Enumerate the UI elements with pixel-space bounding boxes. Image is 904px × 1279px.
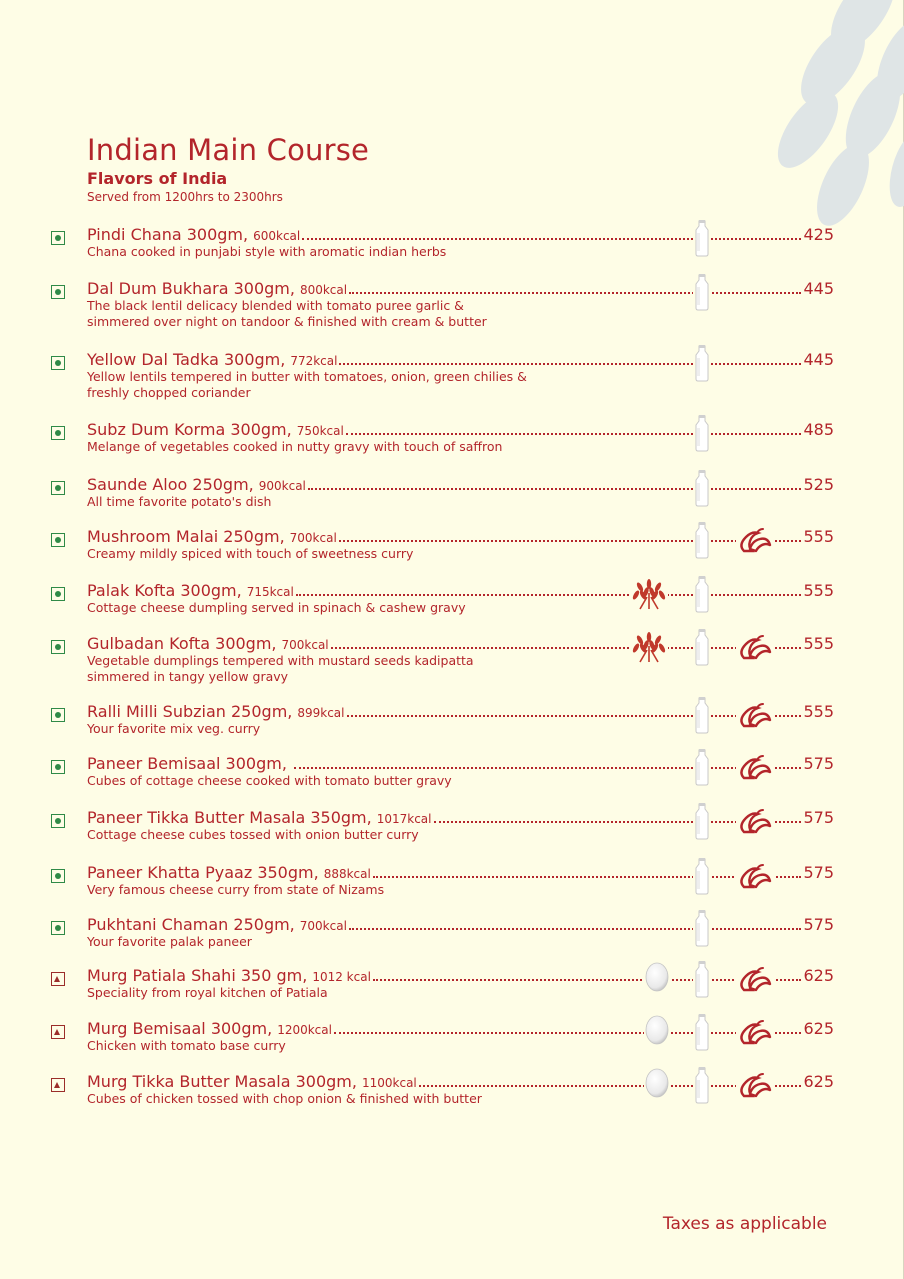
egg-icon [644,960,670,992]
menu-item [0,225,904,281]
item-price: 555 [803,527,834,546]
item-price: 445 [803,279,834,298]
menu-item [0,350,904,406]
item-description: Creamy mildly spiced with touch of sweetness curry [87,546,414,561]
milk-icon [693,696,711,734]
dot-leader [347,715,802,717]
item-description: Cottage cheese cubes tossed with onion butter curry [87,827,419,842]
item-calories: 1100kcal [361,1076,417,1090]
item-description: Very famous cheese curry from state of Nizams [87,882,385,897]
item-description: Cottage cheese dumpling served in spinach & cashew gravy [87,600,466,615]
menu-item [0,702,904,758]
menu-item [0,581,904,637]
taxes-note: Taxes as applicable [662,1214,827,1234]
milk-icon [693,1066,711,1104]
chili-icon [736,806,774,836]
chili-icon [736,964,774,994]
item-name: Mushroom Malai 250gm, [87,527,285,546]
dot-leader [334,1032,801,1034]
item-calories: 772kcal [290,354,338,368]
menu-item [0,1019,904,1075]
item-calories: 750kcal [296,424,344,438]
item-description: Vegetable dumplings tempered with mustard seeds kadipatta simmered in tangy yellow gravy [87,653,474,684]
item-description: Speciality from royal kitchen of Patiala [87,985,328,1000]
milk-icon [693,219,711,257]
milk-icon [693,628,711,666]
nonveg-mark-icon [51,972,65,986]
item-description: All time favorite potato's dish [87,494,272,509]
menu-item [0,475,904,531]
wheat-icon [630,630,668,664]
item-price: 575 [803,915,834,934]
serving-hours: Served from 1200hrs to 2300hrs [87,190,283,204]
item-calories: 600kcal [253,229,301,243]
page-title: Indian Main Course [87,133,370,167]
item-description: Your favorite palak paneer [87,934,252,949]
item-calories: 899kcal [297,706,345,720]
veg-mark-icon [51,760,65,774]
menu-item [0,279,904,335]
dot-leader [339,540,802,542]
item-description: Chicken with tomato base curry [87,1038,286,1053]
milk-icon [693,469,711,507]
item-price: 525 [803,475,834,494]
item-description: Cubes of chicken tossed with chop onion & finished with butter [87,1091,482,1106]
item-name: Palak Kofta 300gm, [87,581,242,600]
item-description: Melange of vegetables cooked in nutty gravy with touch of saffron [87,439,503,454]
egg-icon [644,1013,670,1045]
milk-icon [693,344,711,382]
item-description: Chana cooked in punjabi style with aromatic indian herbs [87,244,447,259]
item-description: Yellow lentils tempered in butter with tomatoes, onion, green chilies & freshly chopped coriander [87,369,527,400]
menu-item [0,808,904,864]
item-name: Paneer Tikka Butter Masala 350gm, [87,808,372,827]
item-calories: 800kcal [299,283,348,297]
item-calories: 1200kcal [277,1023,332,1037]
menu-item [0,1072,904,1128]
item-calories: 700kcal [289,531,337,545]
item-name: Pukhtani Chaman 250gm, [87,915,295,934]
milk-icon [693,909,711,947]
nonveg-mark-icon [51,1025,65,1039]
veg-mark-icon [51,869,65,883]
item-name: Paneer Bemisaal 300gm, [87,754,287,773]
chili-icon [736,861,774,891]
item-name: Gulbadan Kofta 300gm, [87,634,277,653]
chili-icon [736,700,774,730]
dot-leader [331,647,802,649]
item-description: Your favorite mix veg. curry [87,721,261,736]
dot-leader [339,363,801,365]
item-calories: 1012 kcal [312,970,371,984]
item-calories: 888kcal [323,867,371,881]
item-description: Cubes of cottage cheese cooked with tomato butter gravy [87,773,452,788]
item-price: 575 [803,808,834,827]
veg-mark-icon [51,921,65,935]
item-name: Pindi Chana 300gm, [87,225,249,244]
leaf-decoration-icon [713,0,904,250]
dot-leader [346,433,802,435]
item-name: Subz Dum Korma 300gm, [87,420,292,439]
item-name: Murg Patiala Shahi 350 gm, [87,966,308,985]
chili-icon [736,525,774,555]
menu-item [0,634,904,690]
item-price: 625 [803,1019,834,1038]
veg-mark-icon [51,708,65,722]
dot-leader [296,594,802,596]
chili-icon [736,752,774,782]
menu-item [0,863,904,919]
wheat-icon [630,577,668,611]
veg-mark-icon [51,814,65,828]
milk-icon [693,575,711,613]
item-calories: 715kcal [246,585,294,599]
veg-mark-icon [51,356,65,370]
dot-leader [308,488,802,490]
menu-item [0,420,904,476]
item-price: 555 [803,702,834,721]
milk-icon [693,1013,711,1051]
item-price: 485 [803,420,834,439]
menu-item [0,966,904,1022]
item-calories: 900kcal [258,479,306,493]
dot-leader [302,238,801,240]
egg-icon [644,1066,670,1098]
veg-mark-icon [51,426,65,440]
item-name: Murg Bemisaal 300gm, [87,1019,273,1038]
item-calories: 700kcal [299,919,347,933]
chili-icon [736,1017,774,1047]
milk-icon [693,857,711,895]
item-price: 575 [803,754,834,773]
item-price: 555 [803,634,834,653]
item-price: 625 [803,966,834,985]
chili-icon [736,1070,774,1100]
menu-item [0,754,904,810]
milk-icon [693,802,711,840]
item-description: The black lentil delicacy blended with tomato puree garlic & simmered over night on tandoor & finished with cream & butter [87,298,487,329]
milk-icon [693,273,711,311]
chili-icon [736,632,774,662]
item-calories: 1017kcal [376,812,432,826]
veg-mark-icon [51,587,65,601]
page-subtitle: Flavors of India [87,169,228,188]
item-name: Murg Tikka Butter Masala 300gm, [87,1072,357,1091]
item-name: Ralli Milli Subzian 250gm, [87,702,293,721]
item-price: 425 [803,225,834,244]
nonveg-mark-icon [51,1078,65,1092]
milk-icon [693,414,711,452]
item-price: 445 [803,350,834,369]
dot-leader [294,767,802,769]
item-calories: 700kcal [281,638,329,652]
menu-item [0,527,904,583]
item-name: Saunde Aloo 250gm, [87,475,254,494]
veg-mark-icon [51,533,65,547]
item-name: Paneer Khatta Pyaaz 350gm, [87,863,319,882]
item-price: 625 [803,1072,834,1091]
dot-leader [349,292,801,294]
item-name: Yellow Dal Tadka 300gm, [87,350,286,369]
milk-icon [693,521,711,559]
item-price: 555 [803,581,834,600]
veg-mark-icon [51,231,65,245]
dot-leader [349,928,802,930]
item-price: 575 [803,863,834,882]
veg-mark-icon [51,285,65,299]
milk-icon [693,748,711,786]
veg-mark-icon [51,481,65,495]
item-name: Dal Dum Bukhara 300gm, [87,279,295,298]
milk-icon [693,960,711,998]
veg-mark-icon [51,640,65,654]
